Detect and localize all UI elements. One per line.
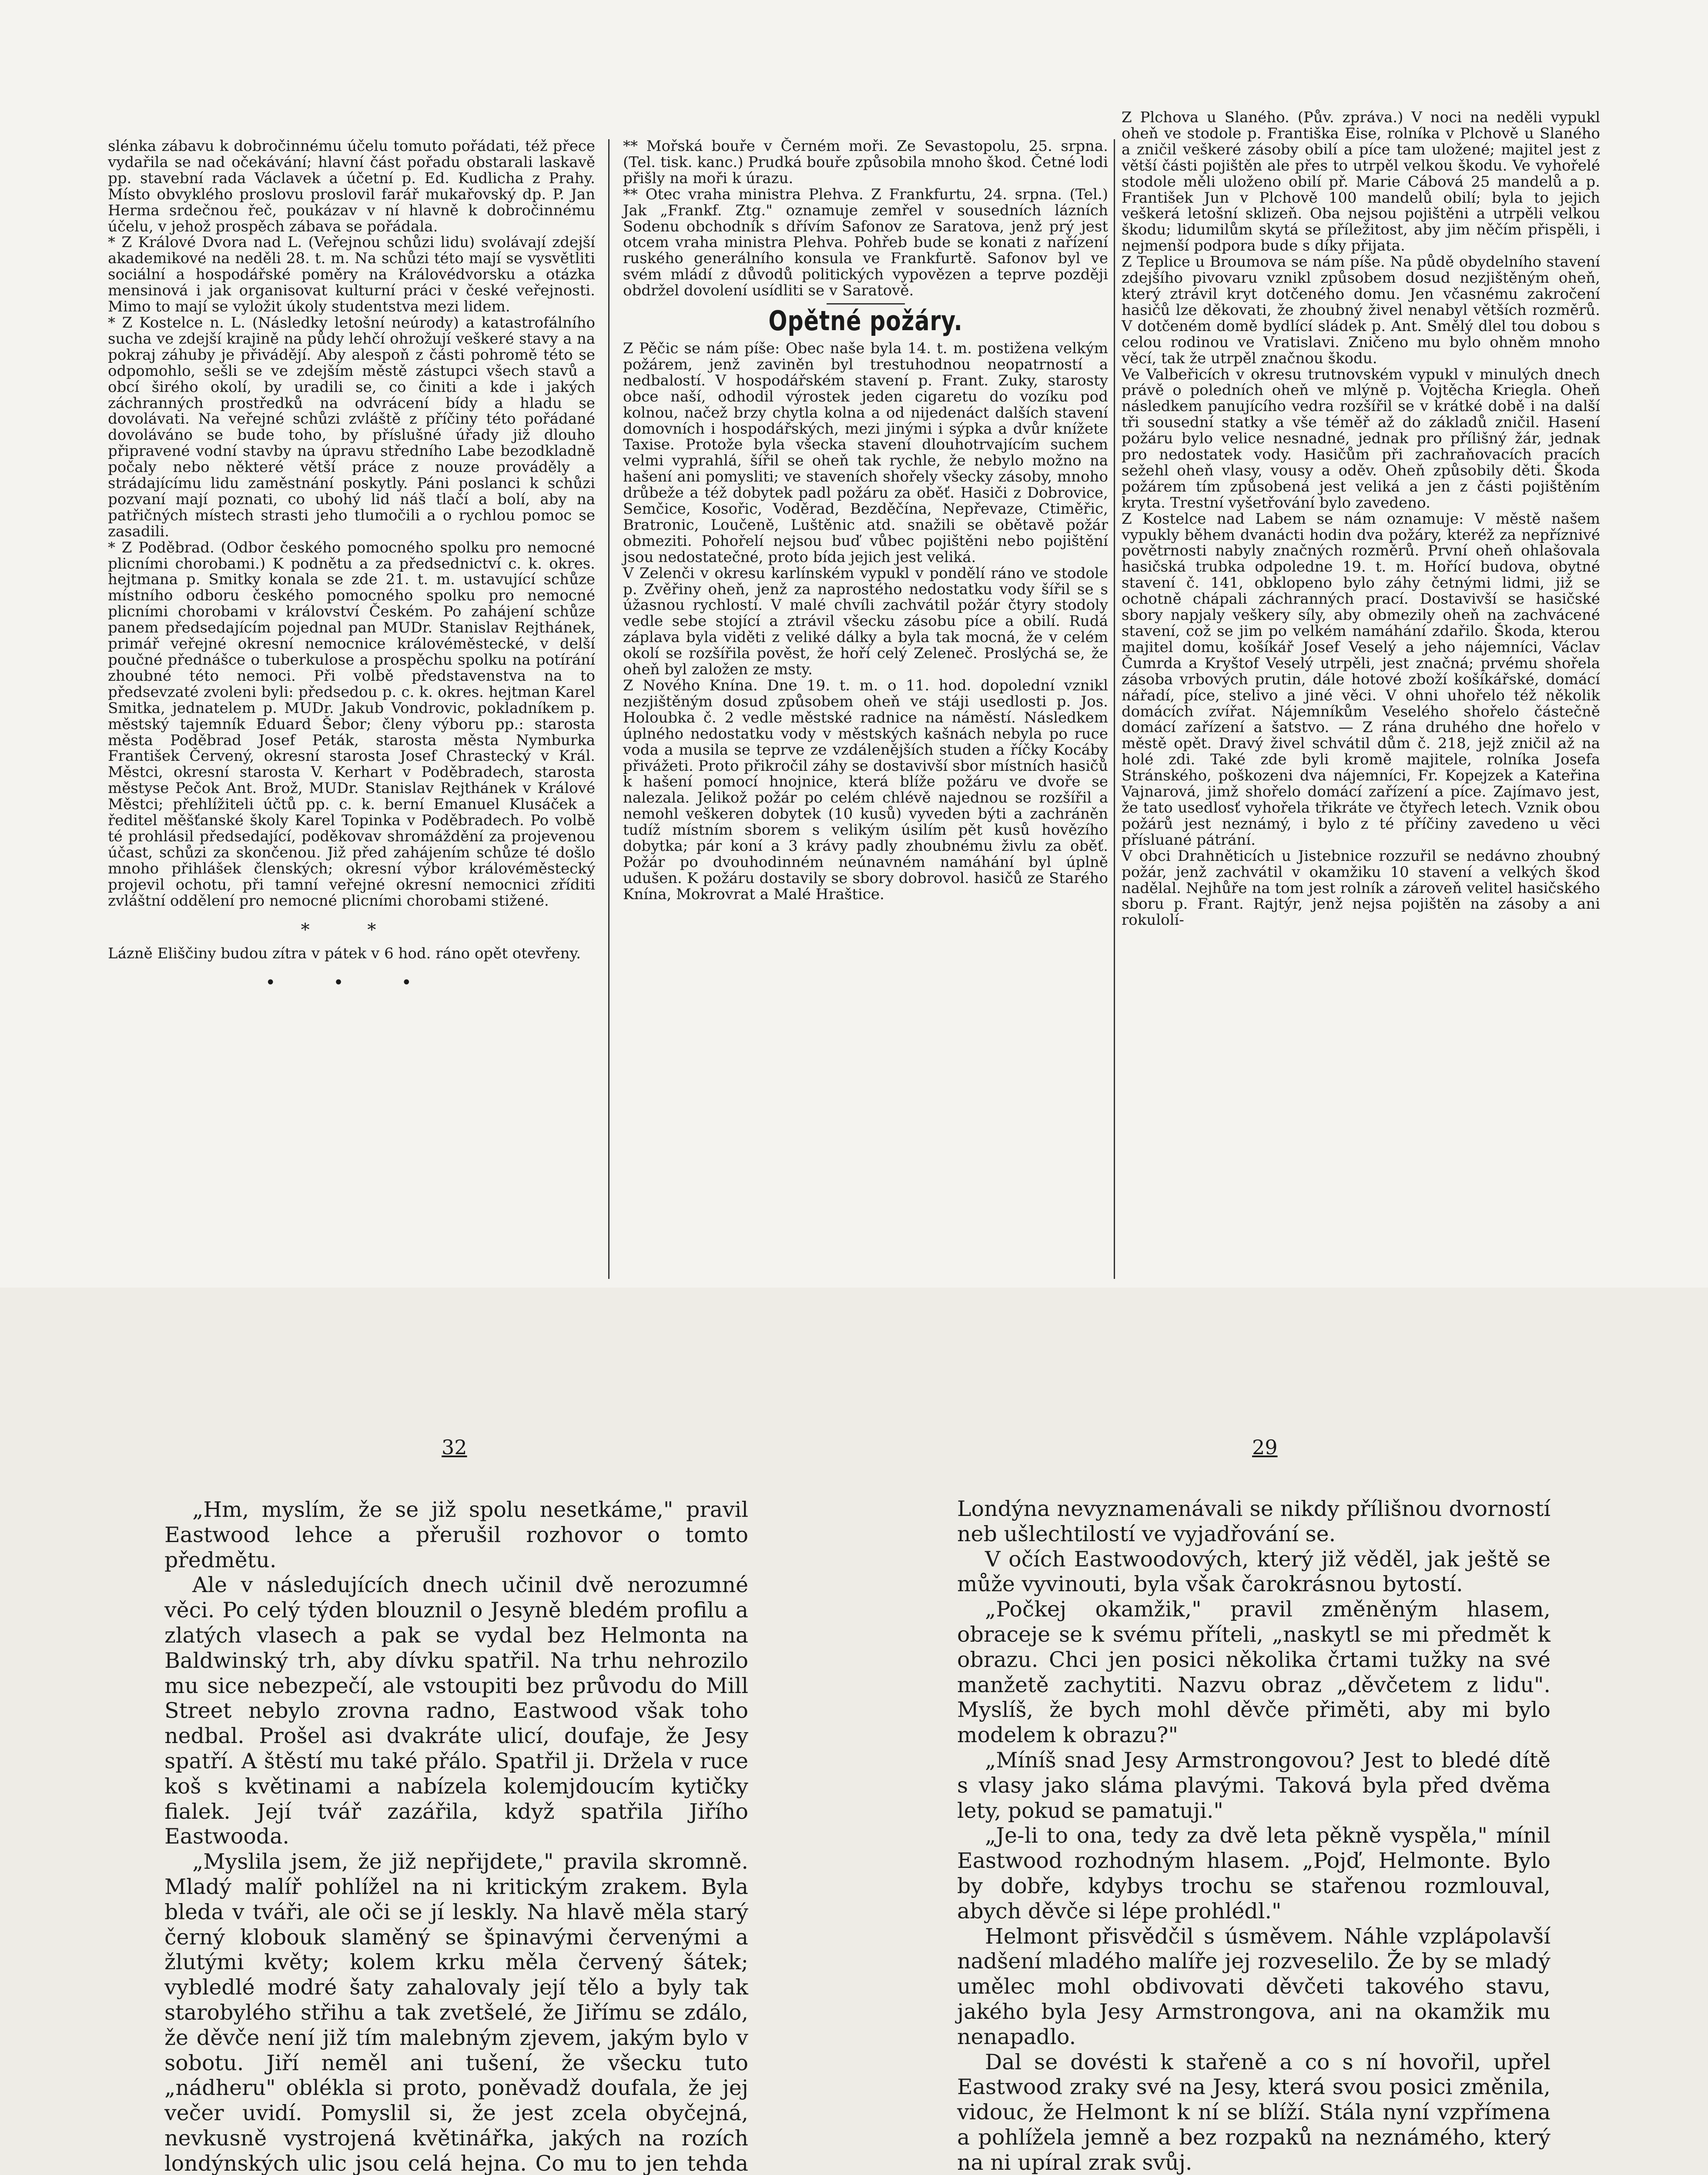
paragraph: Dal se dovésti k stařeně a co s ní hovořil, upřel Eastwood zraky své na Jesy, která svou posici změnila, vidouc, že Helmont k ní se blíží. Stála nyní vzpřímena a pohlížela jemně a bez rozpaků na neznámého, který na ni upíral zrak svůj.	[957, 2049, 1551, 2175]
paragraph: „Míníš snad Jesy Armstrongovou? Jest to bledé dítě s vlasy jako sláma plavými. Taková byla před dvěma lety, pokud se pamatuji."	[957, 1747, 1551, 1823]
paragraph: „Je-li to ona, tedy za dvě leta pěkně vyspěla," mínil Eastwood rozhodným hlasem. „Pojď, Helmonte. Bylo by dobře, kdybys trochu se stařenou rozmlouval, abych děvče si lépe prohlédl."	[957, 1823, 1551, 1924]
paragraph: V očích Eastwoodových, který již věděl, jak ještě se může vyvinouti, byla však čarokrásnou bytostí.	[957, 1546, 1551, 1597]
column-rule	[1114, 139, 1115, 1279]
page-number-right: 29	[1252, 1436, 1278, 1459]
ornament-dots: • • •	[265, 973, 438, 993]
paragraph: Z Kostelce nad Labem se nám oznamuje: V městě našem vypukly během dvanácti hodin dva požáry, kteréž za nepříznivé povětrnosti nabyly značných rozměrů. První oheň ohlašovala hasičská trubka odpoledne 19. t. m. Hořící budova, obytné stavení č. 141, obklopeno bylo záhy četnými lidmi, již se ochotně chápali záchranných prací. Dostavivší se hasičské sbory napjaly veškery síly, aby obmezily oheň na zachvácené stavení, což se jim po velkém namáhání zdařilo. Škoda, kterou majitel domu, košíkář Josef Veselý a jeho nájemníci, Václav Čumrda a Kryštof Veselý utrpěli, jest značná; prvému shořela zásoba vrbových prutin, dále hotové zboží košíkářské, domácí nářadí, píce, stelivo a jiné věci. V ohni uhořelo též několik domácích zvířat. Nájemníkům Veselého shořelo částečně domácí zařízení a šatstvo. — Z rána druhého dne hořelo v městě opět. Dravý živel schvátil dům č. 218, jejž zničil až na holé zdi. Také zde byli kromě majitele, rolníka Josefa Stránského, poškozeni dva nájemníci, Fr. Kopejzek a Kateřina Vajnarová, jimž shořelo domácí zařízení a píce. Zajímavo jest, že tato usedlosť vyhořela třikráte ve čtyřech letech. Vznik obou požárů jest neznámý, i bylo z té příčiny zavedeno u věci přísluané pátrání.	[1122, 510, 1600, 849]
book-page-left	[164, 1497, 748, 2175]
section-title: Opětné požáry.	[768, 305, 963, 337]
newspaper-column-1	[108, 138, 595, 991]
paragraph: V obci Drahněticích u Jistebnice rozzuřil se nedávno zhoubný požár, jenž zachvátil v okamžiku 10 stavení a velkých škod nadělal. Nejhůře na tom jest rolník a zároveň velitel hasičského sboru p. Frant. Rajtýr, jenž nejsa pojištěn na zásoby a ani rokulolí-	[1122, 847, 1600, 929]
paragraph: Z Plchova u Slaného. (Pův. zpráva.) V noci na neděli vypukl oheň ve stodole p. Františka Eise, rolníka v Plchově u Slaného a zničil veškeré zásoby obilí a píce tam uložené; majitel jest z větší části pojištěn ale přes to utrpěl velkou škodu. Ve vyhořelé stodole měli uloženo obilí př. Marie Cábová 25 mandelů a p. František Jun v Plchově 100 mandelů obilí; byla to jejich veškerá letošní sklizeň. Oba nejsou pojištěni a utrpěli velkou škodu; lidumilům skytá se příležitost, aby jim něčím přispěli, i nejmenší podpora bude s díky přijata.	[1122, 109, 1600, 255]
paragraph: Lázně Eliščiny budou zítra v pátek v 6 hod. ráno opět otevřeny.	[108, 945, 581, 963]
ornament-stars: * *	[301, 920, 402, 940]
paragraph: Ve Valbeřicích v okresu trutnovském vypukl v minulých dnech právě o poledních oheň ve mlýně p. Vojtěcha Kriegla. Oheň následkem panujícího vedra rozšířil se v krátké době i na další tři sousední statky a vše téměř až do základů zničil. Hasení požáru bylo velice nesnadné, jednak pro přílišný žár, jednak pro nedostatek vody. Hasičům při zachraňovacích pracích sežehl oheň vlasy, vousy a oděv. Oheň způsobily děti. Škoda požárem tím způsobená jest veliká a jen z části pojištěním kryta. Trestní vyšetřování bylo zavedeno.	[1122, 365, 1600, 512]
paragraph: „Počkej okamžik," pravil změněným hlasem, obraceje se k svému příteli, „naskytl se mi předmět k obrazu. Chci jen posici několika črtami tužky na své manžetě zachytiti. Nazvu obraz „děvčetem z lidu". Myslíš, že bych mohl děvče přiměti, aby mi bylo modelem k obrazu?"	[957, 1597, 1551, 1748]
paragraph: Ale v následujících dnech učinil dvě nerozumné věci. Po celý týden blouznil o Jesyně bledém profilu a zlatých vlasech a pak se vydal bez Helmonta na Baldwinský trh, aby dívku spatřil. Na trhu nehrozilo mu sice nebezpečí, ale vstoupiti bez průvodu do Mill Street nebylo zrovna radno, Eastwood však toho nedbal. Prošel asi dvakráte ulicí, doufaje, že Jesy spatří. A štěstí mu také přálo. Spatřil ji. Držela v ruce koš s květinami a nabízela kolemjdoucím kytičky fialek. Její tvář zazářila, když spatřila Jiřího Eastwooda.	[164, 1573, 748, 1849]
paragraph: Londýna nevyznamenávali se nikdy přílišnou dvorností neb ušlechtilostí ve vyjadřování se.	[957, 1496, 1551, 1546]
paragraph: ** Otec vraha ministra Plehva. Z Frankfurtu, 24. srpna. (Tel.) Jak „Frankf. Ztg." oznamuje zemřel v sousedních lázních Sodenu obchodník s dřívím Safonov ze Saratova, jenž prý jest otcem vraha ministra Plehva. Pohřeb bude se konati z nařízení ruského generálního konsula ve Frankfurtě. Safonov byl ve svém mládí z důvodů politických vypovězen a teprve později obdržel dovolení usídliti se v Saratově.	[623, 185, 1108, 300]
paragraph: slénka zábavu k dobročinnému účelu tomuto pořádati, též přece vydařila se nad očekávání; hlavní část pořadu obstarali laskavě pp. stavební rada Václavek a účetní p. Ed. Kudlicha z Prahy. Místo obvyklého proslovu proslovil farář mukařovský dp. P. Jan Herma srdečnou řeč, poukázav v ní hlavně k dobročinnému účelu, v jehož prospěch zábava se pořádala.	[108, 137, 595, 235]
paragraph: ** Mořská bouře v Černém moři. Ze Sevastopolu, 25. srpna. (Tel. tisk. kanc.) Prudká bouře způsobila mnoho škod. Četné lodi přišly na moři k úrazu.	[623, 137, 1108, 187]
paragraph: * Z Králové Dvora nad L. (Veřejnou schůzi lidu) svolávají zdejší akademikové na neděli 28. t. m. Na schůzi této mají se vysvětliti sociální a hospodářské poměry na Královédvorsku a otázka mensinová i jak organisovat kulturní práci v české veřejnosti. Mimo to mají se vyložit úkoly studentstva mezi lidem.	[108, 234, 595, 316]
paragraph: * Z Kostelce n. L. (Následky letošní neúrody) a katastrofálního sucha ve zdejší krajině na půdy lehčí ohrožují veškeré stavy a na pokraj záhuby je přivádějí. Aby alespoň z části pohromě této se odpomohlo, sešli se ve zdejším městě zástupci všech stavů a obcí širého okolí, by uradili se, co činiti a kde i jakých záchranných prostředků na odvrácení bídy a hladu se dovolávati. Na veřejné schůzi zvláště z příčiny této pořádané dovoláváno se bude toho, by příslušné úřady již dlouho připravené vodní stavby na úpravu středního Labe bezodkladně počaly nebo některé větší práce z nouze prováděly a strádajícímu lidu zaměstnání poskytly. Páni poslanci k schůzi pozvaní mají poznati, co ubohý lid náš tlačí a bolí, aby na patřičných místech strasti jeho tlumočili a o rychlou pomoc se zasadili.	[108, 314, 595, 540]
paragraph: V Zelenči v okresu karlínském vypukl v pondělí ráno ve stodole p. Zvěřiny oheň, jenž za naprostého nedostatku vody šířil se s úžasnou rychlostí. V malé chvíli zachvátil požár čtyry stodoly vedle sebe stojící a ztrávil všecku zásobu píce a obilí. Rudá záplava byla viděti z veliké dálky a byla tak mocná, že v celém okolí se rozšířila pověst, že hoří celý Zeleneč. Proslýchá se, že oheň byl založen ze msty.	[623, 564, 1108, 679]
book-page-right	[957, 1496, 1551, 2175]
paragraph: „Hm, myslím, že se již spolu nesetkáme," pravil Eastwood lehce a přerušil rozhovor o tomto předmětu.	[164, 1497, 748, 1573]
separator	[827, 303, 905, 304]
page-number-left: 32	[442, 1436, 467, 1459]
paragraph: Z Nového Knína. Dne 19. t. m. o 11. hod. dopolední vznikl nezjištěným dosud způsobem oheň ve stáji usedlosti p. Jos. Holoubka č. 2 vedle městské radnice na náměstí. Následkem úplného nedostatku vody v městských kašnách nebyla po ruce voda a musila se teprve ze vzdálenějších studen a říčky Kocáby přivážeti. Proto přikročil záhy se dostavivší sbor místních hasičů k hašení pomocí hnojnice, která blíže požáru ve dvoře se nalezala. Jelikož požár po celém chlévě najednou se rozšířil a nemohl veškeren dobytek (10 kusů) vyveden býti a zachráněn tudíž místním sborem s velikým úsilím pět kusů hovězího dobytka; pár koní a 3 krávy padly zhoubnému živlu za oběť. Požár po dvouhodinném neúnavném namáhání byl úplně udušen. K požáru dostavily se sbory dobrovol. hasičů ze Starého Knína, Mokrovrat a Malé Hraštice.	[623, 677, 1108, 903]
paragraph: * Z Poděbrad. (Odbor českého pomocného spolku pro nemocné plicními chorobami.) K podnětu a za předsednictví c. k. okres. hejtmana p. Smitky konala se zde 21. t. m. ustavující schůze místního odboru českého pomocného spolku pro nemocné plicními chorobami v království Českém. Po zahájení schůze panem předsedajícím pojednal pan MUDr. Stanislav Rejthánek, primář veřejné okresní nemocnice královéměstecké, v delší poučné přednášce o tuberkulose a prospěchu spolku na potírání zhoubné této nemoci. Při volbě představenstva na to předsevzaté zvoleni byli: předsedou p. c. k. okres. hejtman Karel Smitka, jednatelem p. MUDr. Jakub Vondrovic, pokladníkem p. městský tajemník Eduard Šebor; členy výboru pp.: starosta města Poděbrad Josef Peták, starosta města Nymburka František Červený, okresní starosta Josef Chrastecký v Král. Městci, okresní starosta V. Kerhart v Poděbradech, starosta městyse Pečok Ant. Brož, MUDr. Stanislav Rejthánek v Králové Městci; přehlížiteli účtů pp. c. k. berní Emanuel Klusáček a ředitel měšťanské školy Karel Topinka v Poděbradech. Po volbě té prohlásil předsedající, poděkovav shromáždění za projevenou účast, schůzi za skončenou. Již před zahájením schůze té došlo mnoho přihlášek členských; okresní výbor královéměstecký projevil ochotu, při tamní veřejné okresní nemocnici zříditi zvláštní oddělení pro nemocné plicními chorobami stižené.	[108, 539, 595, 910]
paragraph: „Myslila jsem, že již nepřijdete," pravila skromně. Mladý malíř pohlížel na ni kritickým zrakem. Byla bleda v tváři, ale oči se jí leskly. Na hlavě měla starý černý klobouk slaměný se špinavými červenými a žlutými květy; kolem krku měla červený šátek; vybledlé modré šaty zahalovaly její tělo a byly tak starobylého střihu a tak zvetšelé, že Jiřímu se zdálo, že děvče není již tím malebným zjevem, jakým bylo v sobotu. Jiří neměl ani tušení, že všecku tuto „nádheru" oblékla si proto, poněvadž doufala, že jej večer uvidí. Pomyslil si, že jest zcela obyčejná, nevkusně vystrojená květinářka, jakých na rozích londýnských ulic jsou celá hejna. Co mu to jen tehda	[164, 1849, 748, 2175]
paragraph: Z Pěčic se nám píše: Obec naše byla 14. t. m. postižena velkým požárem, jenž zaviněn byl trestuhodnou neopatrností a nedbalostí. V hospodářském stavení p. Frant. Zuky, starosty obce naší, odhodil výrostek jeden cigaretu do vozíku pod kolnou, načež brzy chytla kolna a od nijedenáct dalších stavení domovních i hospodářských, mezi jinými i sýpka a dvůr knížete Taxise. Protože byla všecka stavení dlouhotrvajícím suchem velmi vyprahlá, šířil se oheň tak rychle, že nebylo možno na hašení ani pomysliti; ve staveních shořely všecky zásoby, mnoho drůbeže a též dobytek padl požáru za oběť. Hasiči z Dobrovice, Semčice, Kosořic, Voděrad, Bezděčína, Nepřevaze, Ctiměřic, Bratronic, Loučeně, Luštěnic atd. snažili se obětavě požár obmeziti. Pohořelí nejsou buď vůbec pojištěni nebo pojištění jsou nedostatečné, proto bída jejich jest veliká.	[623, 339, 1108, 566]
paragraph: Z Teplice u Broumova se nám píše. Na půdě obydelního stavení zdejšího pivovaru vznikl způsobem dosud nezjištěným oheň, který ztrávil kryt dotčeného domu. Jen včasnému zakročení hasičů lze děkovati, že zhoubný živel nenabyl větších rozměrů. V dotčeném domě bydlící sládek p. Ant. Smělý dlel tou dobou s celou rodinou ve Vratislavi. Zničeno mu bylo ohněm mnoho věcí, tak že utrpěl značnou škodu.	[1122, 253, 1600, 367]
newspaper-column-2	[623, 138, 1108, 903]
paragraph: Helmont přisvědčil s úsměvem. Náhle vzplápolavší nadšení mladého malíře jej rozveselilo. Že by se mladý umělec mohl obdivovati děvčeti takového stavu, jakého byla Jesy Armstrongova, ani na okamžik mu nenapadlo.	[957, 1924, 1551, 2049]
newspaper-column-3	[1122, 110, 1600, 928]
column-rule	[608, 139, 610, 1279]
